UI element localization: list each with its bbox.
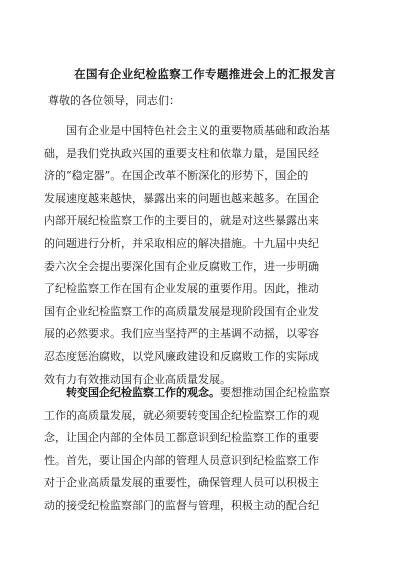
paragraph-line: 了纪检监察工作在国有企业发展的重要作用。因此，推动 <box>44 282 319 296</box>
paragraph-line: 的问题进行分析，并采取相应的解决措施。十九届中央纪 <box>44 236 319 250</box>
paragraph-2 <box>44 382 370 518</box>
paragraph-line: 对于企业高质量发展的重要性，确保管理人员可以积极主 <box>44 476 319 490</box>
paragraph-line: 济的“稳定器”。在国企改革不断深化的形势下，国企的 <box>44 169 309 183</box>
paragraph-text: 要想推动国企纪检监察 <box>220 386 330 399</box>
paragraph-line: 委六次全会提出要深化国有企业反腐败工作，进一步明确 <box>44 259 319 273</box>
paragraph-line: 内部开展纪检监察工作的主要目的，就是对这些暴露出来 <box>44 214 319 228</box>
document-title: 在国有企业纪检监察工作专题推进会上的汇报发言 <box>74 67 336 81</box>
paragraph-line: 发展速度越来越快，暴露出来的问题也越来越多。在国企 <box>44 191 319 205</box>
paragraph-line: 忍态度惩治腐败，以党风廉政建设和反腐败工作的实际成 <box>44 349 319 363</box>
paragraph-first-line <box>66 382 370 405</box>
paragraph-line: 动的接受纪检监察部门的监督与管理，积极主动的配合纪 <box>44 498 319 512</box>
paragraph-line: 展的必然要求。我们应当坚持严的主基调不动摇，以零容 <box>44 327 319 341</box>
salutation: 尊敬的各位领导，同志们： <box>48 94 180 107</box>
paragraph-line: 础，是我们党执政兴国的重要支柱和依靠力量，是国民经 <box>44 146 319 160</box>
paragraph-line: 国有企业是中国特色社会主义的重要物质基础和政治基 <box>66 124 330 137</box>
paragraph-line: 效有力有效推动国有企业高质量发展。 <box>44 372 231 386</box>
paragraph-line: 工作的高质量发展，就必须要转变国企纪检监察工作的观 <box>44 408 319 422</box>
paragraph-line: 性。首先，要让国企内部的管理人员意识到纪检监察工作 <box>44 453 319 467</box>
section-heading: 转变国企纪检监察工作的观念。 <box>66 386 220 399</box>
paragraph-1 <box>44 120 370 391</box>
paragraph-line: 国有企业纪检监察工作的高质量发展是现阶段国有企业发 <box>44 304 319 318</box>
paragraph-line: 念，让国企内部的全体员工都意识到纪检监察工作的重要 <box>44 431 319 445</box>
